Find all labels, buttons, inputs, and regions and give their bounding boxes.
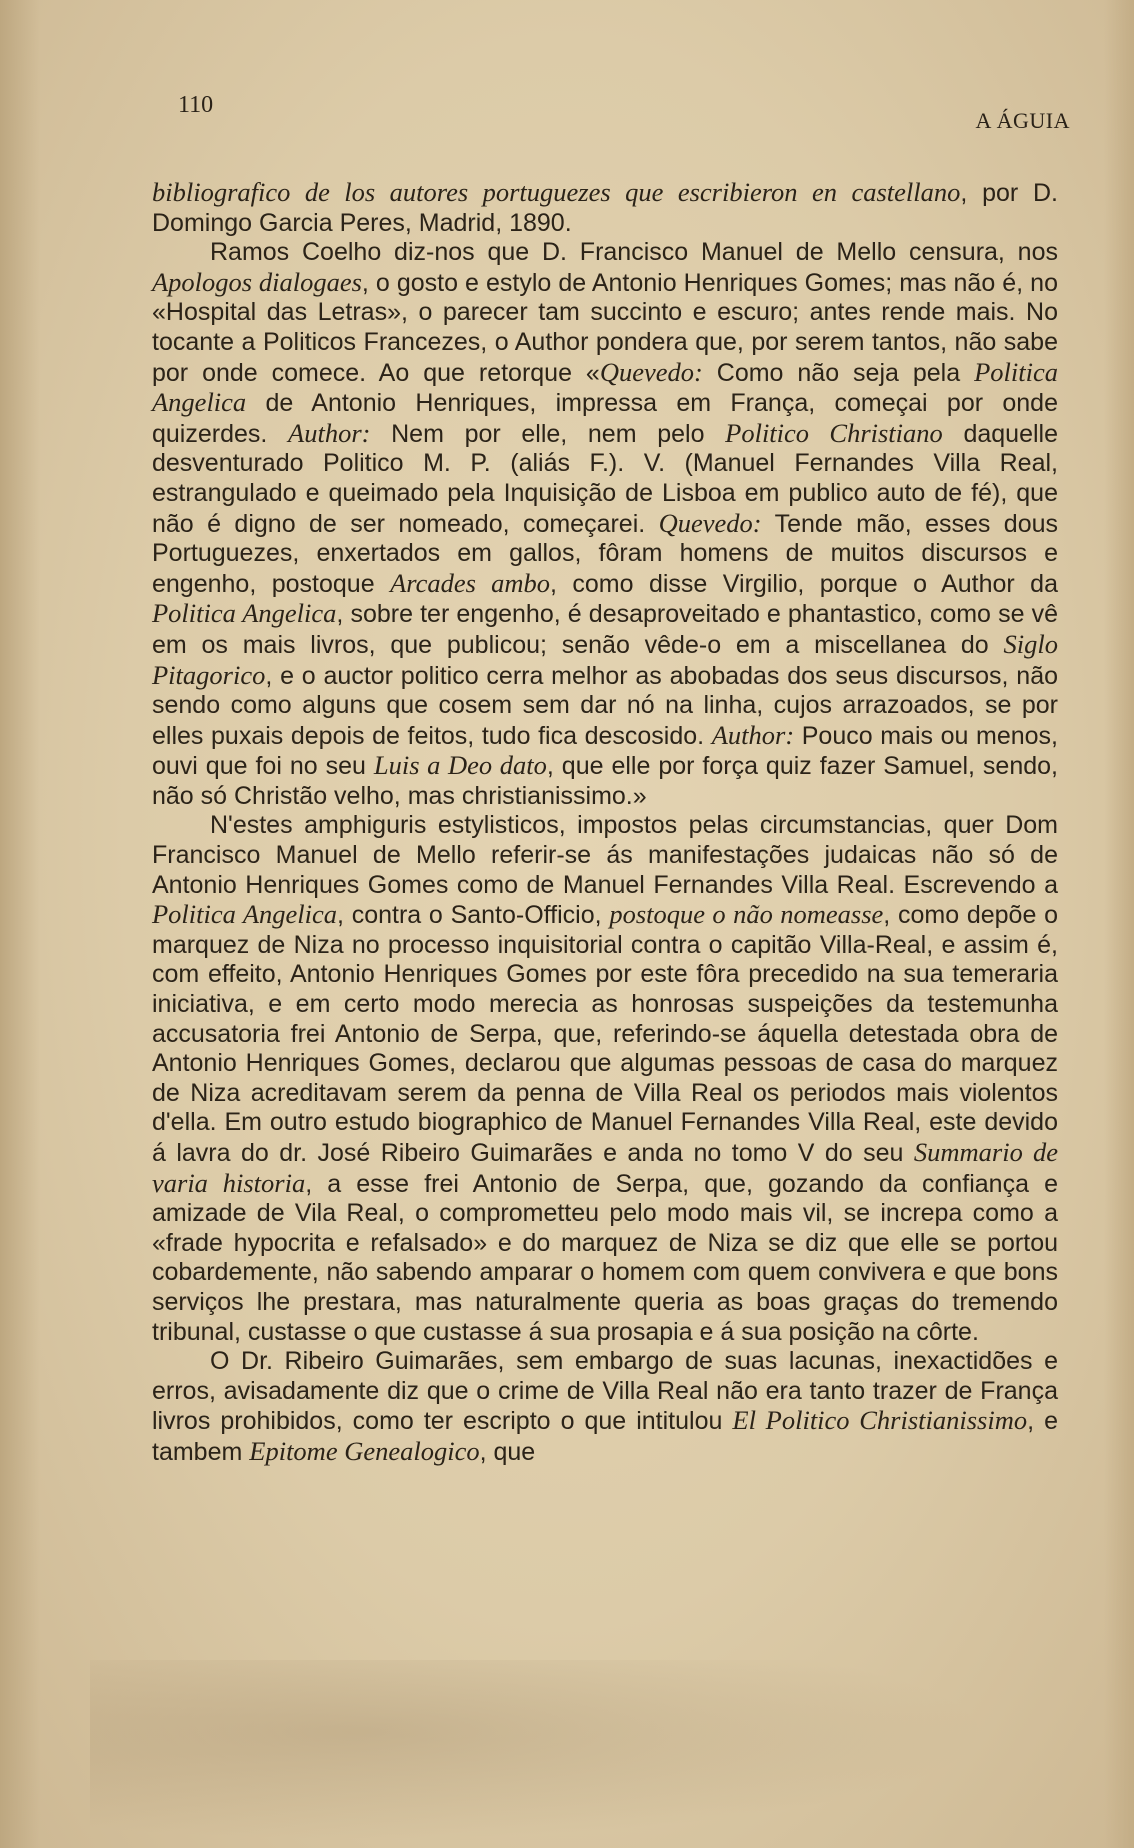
text-segment: Ramos Coelho diz-nos que D. Francisco Manuel de Mello censura, nos [210, 238, 1058, 267]
text-segment: , como depõe o marquez de Niza no processo inquisitorial contra o capitão Villa-Real, e assim é, com effeito, Antonio Henriques Gomes por este fôra precedido na sua temeraria iniciativa, e em certo modo merecia as honrosas suspeições da testemunha accusatoria frei Antonio de Serpa, que, referindo-se áquella detestada obra de Antonio Henriques Gomes, declarou que algumas pessoas de casa do marquez de Niza acreditavam serem da penna de Villa Real os periodos mais violentos d'ella. Em outro estudo biographico de Manuel Fernandes Villa Real, este devido á lavra do dr. José Ribeiro Guimarães e anda no tomo V do seu [152, 901, 1058, 1167]
text-segment: , a esse frei Antonio de Serpa, que, gozando da confiança e amizade de Vila Real, o comprometteu pelo modo mais vil, se increpa como a «frade hypocrita e refalsado» e do marquez de Niza se diz que elle se portou cobardemente, não sabendo amparar o homem com quem convivera e que bons serviços lhe prestara, mas naturalmente queria as boas graças do tremendo tribunal, custasse o que custasse á sua prosapia e á sua posição na côrte. [152, 1169, 1058, 1346]
italic-text: Politica Angelica [152, 598, 337, 629]
italic-text: Author: [711, 719, 795, 750]
text-segment: , e o auctor politico cerra melhor as abobadas dos seus discursos, não sendo como alguns que cosem sem dar nó na linha, cujos arrazoados, se por elles puxais depois de feitos, tudo fica descosido. [152, 661, 1058, 750]
text-segment: de Antonio Henriques, impressa em França, começai por onde quizerdes. [152, 389, 1058, 448]
text-segment: O Dr. Ribeiro Guimarães, sem embargo de suas lacunas, inexactidões e erros, avisadamente diz que o crime de Villa Real não era tanto trazer de França livros prohibidos, como ter escripto o que intitulou [152, 1347, 1058, 1436]
text-segment: Nem por elle, nem pelo [370, 419, 726, 448]
italic-text: Luis a Deo dato [373, 750, 547, 781]
text-segment: , e tambem [152, 1407, 1058, 1466]
italic-text: Epitome Genealogico [249, 1435, 480, 1466]
italic-text: postoque o não nomeasse [609, 899, 884, 930]
text-segment: N'estes amphiguris estylisticos, impostos pelas circumstancias, quer Dom Francisco Manuel de Mello referir-se ás manifestações judaicas não só de Antonio Henriques Gomes como de Manuel Fernandes Villa Real. Escrevendo a [152, 811, 1058, 899]
page-edge-shadow-left [0, 0, 40, 1848]
italic-text: Author: [288, 417, 371, 448]
paragraph [152, 811, 1058, 1347]
paragraph [152, 178, 1058, 238]
body-text [152, 178, 1058, 1468]
italic-text: Politica Angelica [152, 899, 338, 930]
page-header [178, 92, 1070, 132]
italic-text: Quevedo: [658, 507, 762, 538]
text-segment: , que elle por força quiz fazer Samuel, sendo, não só Christão velho, mas christianissimo.» [152, 752, 1058, 810]
italic-text: Siglo Pitagorico [152, 628, 1058, 690]
italic-text: El Politico Christianissimo [732, 1405, 1028, 1436]
italic-text: Arcades ambo [390, 567, 550, 598]
italic-text: Politico Christiano [725, 417, 943, 448]
paragraph [152, 238, 1058, 811]
text-segment: Tende mão, esses dous Portuguezes, enxertados em gallos, fôram homens de muitos discursos e engenho, postoque [152, 509, 1059, 598]
italic-text: Quevedo: [599, 356, 703, 387]
italic-text: Summario de varia historia [152, 1137, 1058, 1198]
text-segment: , sobre ter engenho, é desaproveitado e phantastico, como se vê em os mais livros, que publicou; senão vêde-o em a miscellanea do [152, 600, 1058, 659]
page-edge-shadow-right [1104, 0, 1134, 1848]
text-segment: , por D. Domingo Garcia Peres, Madrid, 1890. [152, 179, 1058, 237]
text-segment: , o gosto e estylo de Antonio Henriques Gomes; mas não é, no «Hospital das Letras», o parecer tam succinto e escuro; antes rende mais. No tocante a Politicos Francezes, o Author pondera que, por serem tantos, não sabe por onde comece. Ao que retorque « [152, 268, 1058, 387]
text-segment: daquelle desventurado Politico M. P. (aliás F.). V. (Manuel Fernandes Villa Real, estrangulado e queimado pela Inquisição de Lisboa em publico auto de fé), que não é digno de ser nomeado, começarei. [152, 419, 1058, 538]
text-segment: Como não seja pela [702, 358, 975, 387]
text-segment: Pouco mais ou menos, ouvi que foi no seu [152, 721, 1058, 781]
running-title: A ÁGUIA [975, 108, 1070, 133]
italic-text: Apologos dialogaes [152, 266, 362, 297]
page-number: 110 [178, 92, 214, 118]
italic-text: bibliografico de los autores portuguezes que escribieron en castellano [152, 177, 961, 207]
text-segment: , contra o Santo-Officio, [337, 901, 610, 930]
paragraph [152, 1347, 1058, 1467]
text-segment: , como disse Virgilio, porque o Author da [549, 569, 1058, 598]
italic-text: Politica Angelica [152, 356, 1058, 418]
paper-stain [90, 1660, 990, 1840]
text-segment: , que [479, 1437, 536, 1466]
